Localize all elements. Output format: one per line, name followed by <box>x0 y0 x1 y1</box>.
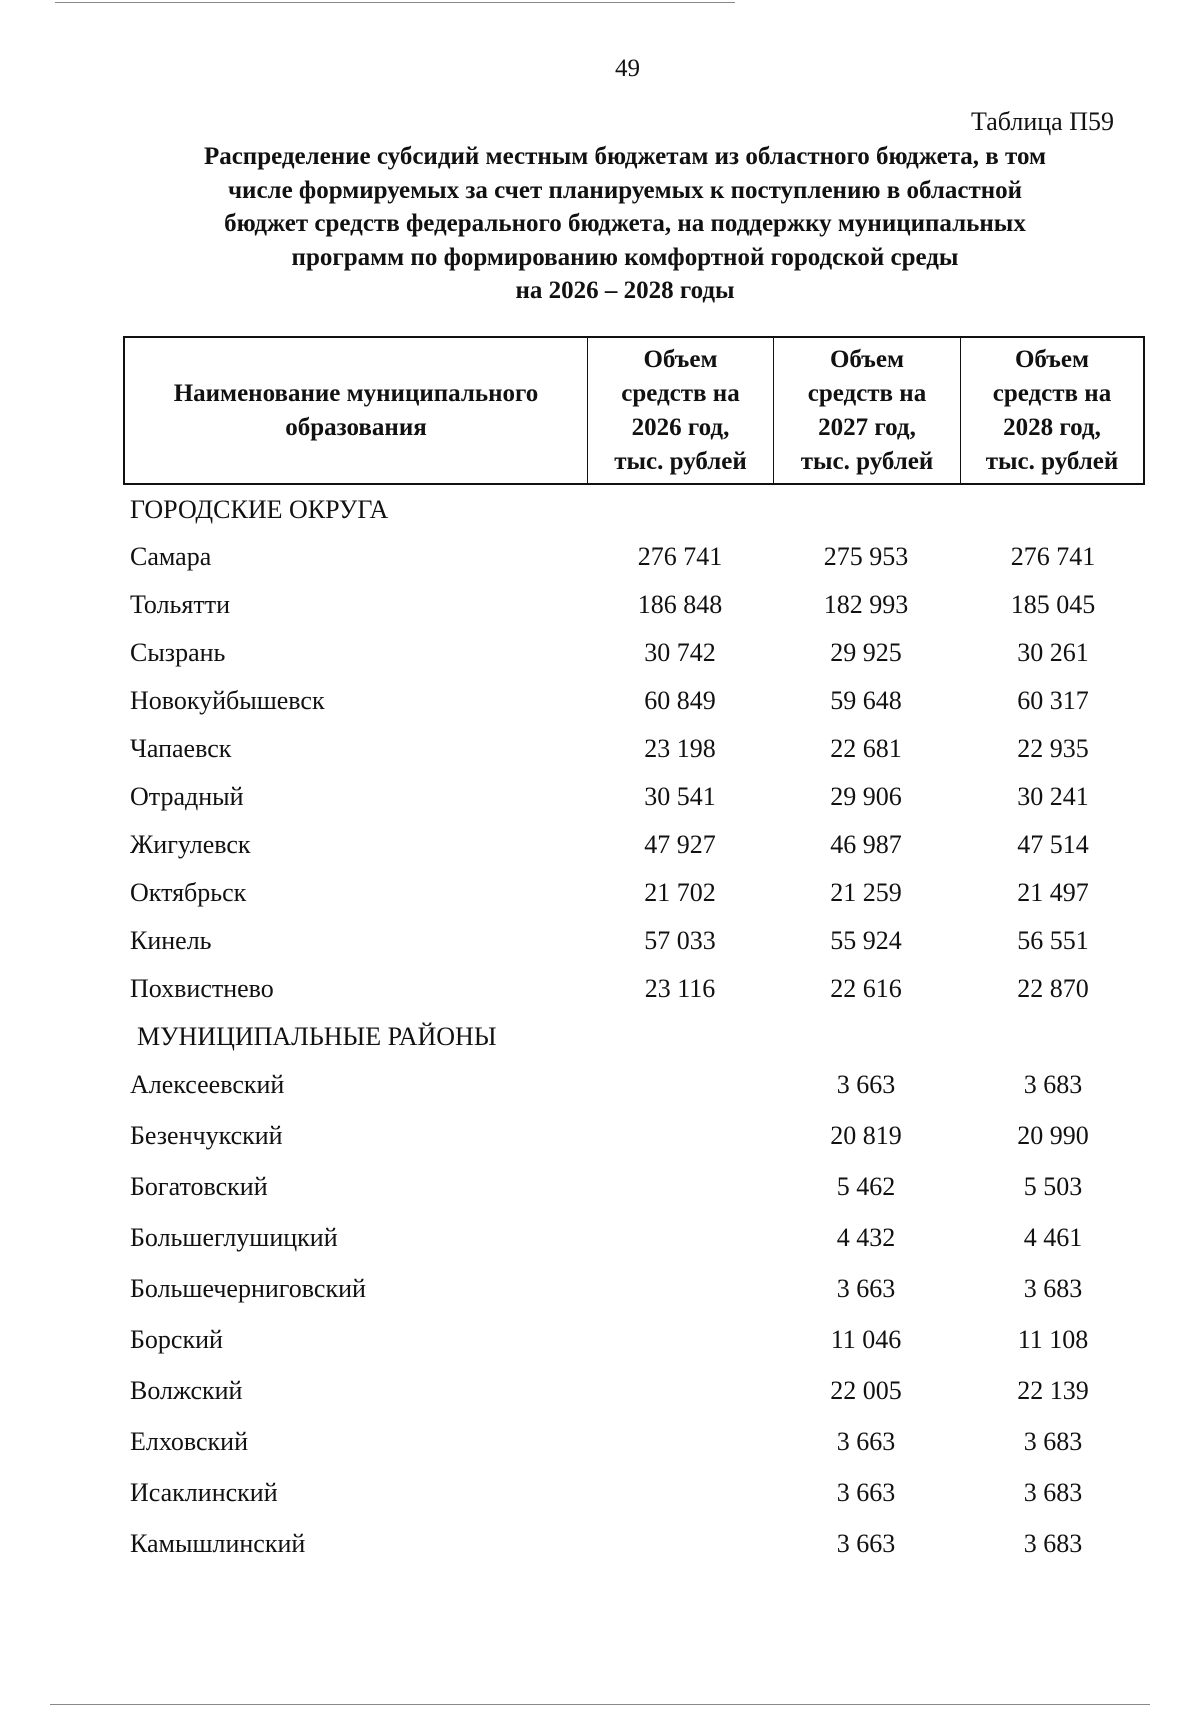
header-2028: Объем средств на 2028 год, тыс. рублей <box>960 338 1143 483</box>
table-row <box>0 1374 1200 1408</box>
municipality-name: Исаклинский <box>130 1478 278 1507</box>
municipality-name: Похвистнево <box>130 974 274 1003</box>
value-2027: 29 925 <box>830 638 902 667</box>
scan-edge-top <box>55 2 735 3</box>
table-row <box>0 1527 1200 1561</box>
value-2027: 3 663 <box>836 1070 896 1099</box>
municipality-name: Камышлинский <box>130 1529 306 1558</box>
value-2026: 23 116 <box>644 974 716 1003</box>
table-row <box>0 1272 1200 1306</box>
header-municipality: Наименование муниципального образования <box>173 379 539 441</box>
table-row <box>0 1221 1200 1255</box>
value-2027: 55 924 <box>830 926 902 955</box>
value-2027: 3 663 <box>836 1478 896 1507</box>
municipality-name: Борский <box>130 1325 223 1354</box>
value-2027: 275 953 <box>823 542 909 571</box>
municipality-name: Тольятти <box>130 590 231 619</box>
table-row <box>0 1068 1200 1102</box>
table-header <box>123 336 1145 485</box>
municipality-name: Сызрань <box>130 638 226 667</box>
table-row <box>0 588 1200 622</box>
table-row <box>0 876 1200 910</box>
value-2026: 23 198 <box>644 734 716 763</box>
value-2027: 21 259 <box>830 878 902 907</box>
value-2026: 57 033 <box>644 926 716 955</box>
municipality-name: Волжский <box>130 1376 243 1405</box>
table-row <box>0 972 1200 1006</box>
municipality-name: Октябрьск <box>130 878 247 907</box>
value-2028: 30 241 <box>1017 782 1089 811</box>
value-2027: 4 432 <box>836 1223 896 1252</box>
value-2028: 11 108 <box>1017 1325 1089 1354</box>
section-title: МУНИЦИПАЛЬНЫЕ РАЙОНЫ <box>137 1022 497 1051</box>
title-line: на 2026 – 2028 годы <box>515 277 735 304</box>
value-2028: 3 683 <box>1023 1070 1083 1099</box>
value-2028: 21 497 <box>1017 878 1089 907</box>
value-2027: 5 462 <box>836 1172 896 1201</box>
value-2028: 276 741 <box>1010 542 1096 571</box>
value-2027: 59 648 <box>830 686 902 715</box>
value-2028: 185 045 <box>1010 590 1096 619</box>
municipality-name: Большечерниговский <box>130 1274 366 1303</box>
municipality-name: Большеглушицкий <box>130 1223 338 1252</box>
value-2028: 3 683 <box>1023 1427 1083 1456</box>
value-2028: 56 551 <box>1017 926 1089 955</box>
section-title: ГОРОДСКИЕ ОКРУГА <box>130 495 389 524</box>
value-2028: 47 514 <box>1017 830 1089 859</box>
municipality-name: Чапаевск <box>130 734 232 763</box>
municipality-name: Безенчукский <box>130 1121 283 1150</box>
header-2026: Объем средств на 2026 год, тыс. рублей <box>587 338 773 483</box>
value-2027: 46 987 <box>830 830 902 859</box>
table-row <box>0 540 1200 574</box>
table-row <box>0 1425 1200 1459</box>
value-2028: 3 683 <box>1023 1529 1083 1558</box>
table-label: Таблица П59 <box>971 107 1114 136</box>
table-row <box>0 828 1200 862</box>
value-2028: 3 683 <box>1023 1274 1083 1303</box>
table-row <box>0 1323 1200 1357</box>
table-row <box>0 924 1200 958</box>
value-2027: 182 993 <box>823 590 909 619</box>
page-number: 49 <box>615 55 640 82</box>
value-2027: 3 663 <box>836 1427 896 1456</box>
value-2028: 22 935 <box>1017 734 1089 763</box>
municipality-name: Новокуйбышевск <box>130 686 325 715</box>
value-2027: 22 005 <box>830 1376 902 1405</box>
municipality-name: Елховский <box>130 1427 248 1456</box>
header-2027: Объем средств на 2027 год, тыс. рублей <box>773 338 960 483</box>
value-2026: 186 848 <box>637 590 723 619</box>
municipality-name: Кинель <box>130 926 212 955</box>
value-2028: 3 683 <box>1023 1478 1083 1507</box>
municipality-name: Жигулевск <box>130 830 251 859</box>
scan-edge-bottom <box>50 1704 1150 1705</box>
value-2026: 47 927 <box>644 830 716 859</box>
table-row <box>0 636 1200 670</box>
document-title <box>130 140 1120 308</box>
value-2028: 30 261 <box>1017 638 1089 667</box>
value-2027: 29 906 <box>830 782 902 811</box>
municipality-name: Алексеевский <box>130 1070 285 1099</box>
municipality-name: Самара <box>130 542 212 571</box>
value-2028: 22 139 <box>1017 1376 1089 1405</box>
value-2027: 22 681 <box>830 734 902 763</box>
value-2026: 276 741 <box>637 542 723 571</box>
value-2026: 60 849 <box>644 686 716 715</box>
title-line: бюджет средств федерального бюджета, на поддержку муниципальных <box>224 210 1026 237</box>
value-2028: 20 990 <box>1017 1121 1089 1150</box>
municipality-name: Отрадный <box>130 782 244 811</box>
table-row <box>0 780 1200 814</box>
title-line: числе формируемых за счет планируемых к поступлению в областной <box>227 176 1023 204</box>
table-row <box>0 684 1200 718</box>
table-row <box>0 1119 1200 1153</box>
value-2026: 30 742 <box>644 638 716 667</box>
table-row <box>0 1476 1200 1510</box>
value-2027: 3 663 <box>836 1274 896 1303</box>
table-row <box>0 732 1200 766</box>
title-line: программ по формированию комфортной городской среды <box>291 243 959 271</box>
value-2026: 21 702 <box>644 878 716 907</box>
title-line: Распределение субсидий местным бюджетам из областного бюджета, в том <box>203 143 1047 170</box>
value-2026: 30 541 <box>644 782 716 811</box>
value-2027: 11 046 <box>830 1325 902 1354</box>
value-2027: 20 819 <box>830 1121 902 1150</box>
value-2027: 22 616 <box>830 974 902 1003</box>
value-2028: 22 870 <box>1017 974 1089 1003</box>
value-2028: 60 317 <box>1017 686 1089 715</box>
table-row <box>0 1170 1200 1204</box>
value-2028: 5 503 <box>1023 1172 1083 1201</box>
value-2027: 3 663 <box>836 1529 896 1558</box>
value-2028: 4 461 <box>1023 1223 1083 1252</box>
municipality-name: Богатовский <box>130 1172 268 1201</box>
